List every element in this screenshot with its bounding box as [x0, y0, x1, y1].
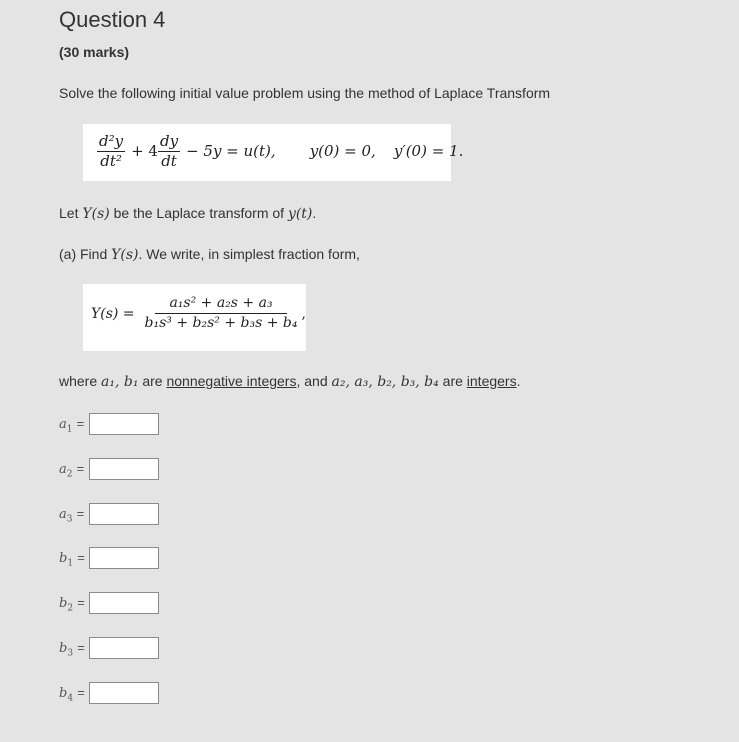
where-vars-2: a₂, a₃, b₂, b₃, b₄	[331, 374, 439, 390]
initial-condition-1: y(0) = 0,	[309, 142, 376, 160]
ys-denominator: b₁s³ + b₂s² + b₃s + b₄	[144, 315, 298, 332]
question-marks: (30 marks)	[59, 44, 130, 60]
ys-fraction-equation	[83, 284, 306, 351]
question-intro: Solve the following initial value problem using the method of Laplace Transform	[59, 85, 551, 101]
field-a2	[59, 457, 159, 481]
field-a2-label: $a_2$ =	[59, 461, 85, 480]
part-a-line: (a) Find Y(s). We write, in simplest fraction form,	[59, 246, 360, 263]
question-title: Question 4	[59, 7, 166, 32]
ys-trailing-comma: ,	[301, 305, 306, 322]
field-b4	[59, 681, 159, 705]
a1-input[interactable]	[89, 413, 159, 435]
Ys-symbol: Y(s)	[111, 247, 139, 263]
field-b1-label: $b_1$ =	[59, 550, 85, 569]
field-b4-label: $b_4$ =	[59, 685, 85, 704]
second-derivative-fraction	[97, 133, 125, 169]
plus-coefficient: + 4	[131, 142, 158, 160]
d2y-denominator: dt²	[100, 151, 122, 170]
ys-lhs: Y(s) =	[91, 305, 135, 322]
dy-numerator: dy	[159, 132, 179, 150]
b3-input[interactable]	[89, 637, 159, 659]
b2-input[interactable]	[89, 592, 159, 614]
b4-input[interactable]	[89, 682, 159, 704]
field-a3	[59, 502, 159, 526]
where-vars-1: a₁, b₁	[101, 374, 139, 390]
field-b3	[59, 636, 159, 660]
ys-numerator: a₁s² + a₂s + a₃	[155, 296, 286, 314]
field-b1	[59, 546, 159, 570]
field-a1-label: $a_1$ =	[59, 416, 85, 435]
dy-denominator: dt	[161, 151, 177, 170]
let-line: Let Y(s) be the Laplace transform of y(t).	[59, 205, 317, 222]
ys-fraction	[141, 296, 302, 332]
field-a1	[59, 412, 159, 436]
a2-input[interactable]	[89, 458, 159, 480]
where-line: where a₁, b₁ are nonnegative integers, and a₂, a₃, b₂, b₃, b₄ are integers.	[59, 373, 521, 390]
field-b2	[59, 591, 159, 615]
ode-rest: − 5y = u(t),	[186, 142, 276, 160]
field-b3-label: $b_3$ =	[59, 640, 85, 659]
first-derivative-fraction	[158, 133, 180, 169]
d2y-numerator: d²y	[99, 132, 124, 150]
field-a3-label: $a_3$ =	[59, 506, 85, 525]
yt-symbol: y(t)	[287, 206, 313, 222]
b1-input[interactable]	[89, 547, 159, 569]
field-b2-label: $b_2$ =	[59, 595, 85, 614]
nonnegative-integers-link[interactable]: nonnegative integers	[166, 373, 297, 389]
a3-input[interactable]	[89, 503, 159, 525]
initial-condition-2: y′(0) = 1.	[393, 142, 464, 160]
Ys-symbol: Y(s)	[82, 206, 110, 222]
ode-equation	[83, 124, 464, 181]
integers-link[interactable]: integers	[466, 373, 517, 389]
